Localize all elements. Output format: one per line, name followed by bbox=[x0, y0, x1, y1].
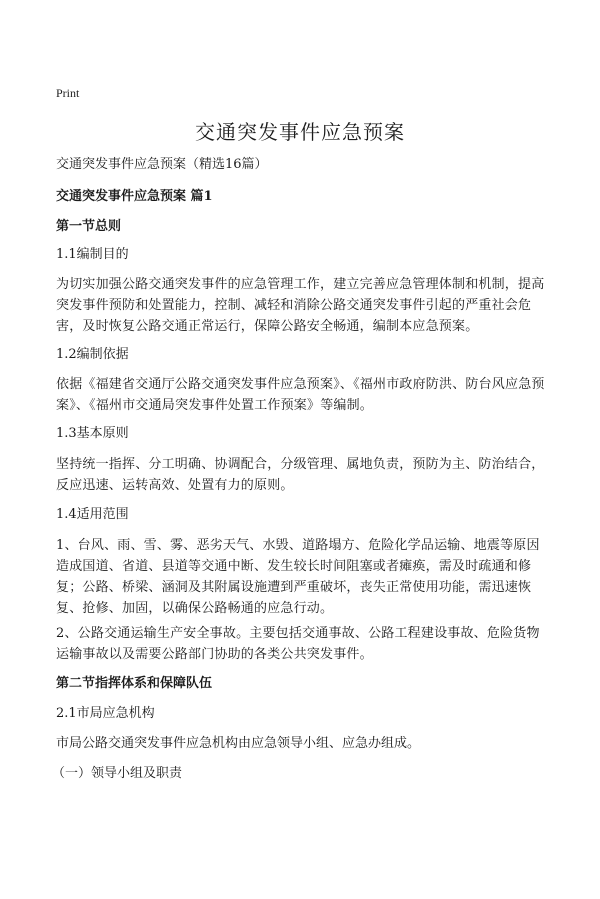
paragraph-1-4-item-2: 2、公路交通运输生产安全事故。主要包括交通事故、公路工程建设事故、危险货物运输事故以及需要公路部门协助的各类公共突发事件。 bbox=[56, 626, 540, 662]
paragraph-1-1: 为切实加强公路交通突发事件的应急管理工作，建立完善应急管理体制和机制，提高突发事件预防和处置能力，控制、减轻和消除公路交通突发事件引起的严重社会危害，及时恢复公路交通正常运行，保障公路安全畅通，编制本应急预案。 bbox=[56, 277, 545, 334]
sub-heading-2-1-1: （一）领导小组及职责 bbox=[52, 766, 183, 781]
subsection-heading-2-1: 2.1市局应急机构 bbox=[56, 706, 155, 721]
paragraph-1-4-item-1: 1、台风、雨、雪、雾、恶劣天气、水毁、道路塌方、危险化学品运输、地震等原因造成国道、省道、县道等交通中断、发生较长时间阻塞或者瘫痪，需及时疏通和修复；公路、桥梁、涵洞及其附属设施遭到严重破坏，丧失正常使用功能，需迅速恢复、抢修、加固，以确保公路畅通的应急行动。 bbox=[56, 538, 540, 616]
paragraph-2-1: 市局公路交通突发事件应急机构由应急领导小组、应急办组成。 bbox=[56, 736, 421, 751]
subsection-heading-1-1: 1.1编制目的 bbox=[56, 247, 129, 262]
print-label: Print bbox=[56, 86, 80, 100]
section-heading-1: 第一节总则 bbox=[56, 219, 122, 234]
article-heading: 交通突发事件应急预案 篇1 bbox=[56, 189, 213, 204]
subsection-heading-1-2: 1.2编制依据 bbox=[56, 347, 129, 362]
subsection-heading-1-3: 1.3基本原则 bbox=[56, 426, 129, 441]
subsection-heading-1-4: 1.4适用范围 bbox=[56, 507, 129, 522]
paragraph-1-3: 坚持统一指挥、分工明确、协调配合，分级管理、属地负责，预防为主、防治结合，反应迅速、运转高效、处置有力的原则。 bbox=[56, 457, 545, 493]
document-title: 交通突发事件应急预案 bbox=[195, 120, 405, 144]
document-subtitle: 交通突发事件应急预案（精选16篇） bbox=[56, 157, 268, 172]
section-heading-2: 第二节指挥体系和保障队伍 bbox=[56, 676, 213, 691]
paragraph-1-2: 依据《福建省交通厅公路交通突发事件应急预案》、《福州市政府防洪、防台风应急预案》、《福州市交通局突发事件处置工作预案》等编制。 bbox=[56, 377, 545, 413]
